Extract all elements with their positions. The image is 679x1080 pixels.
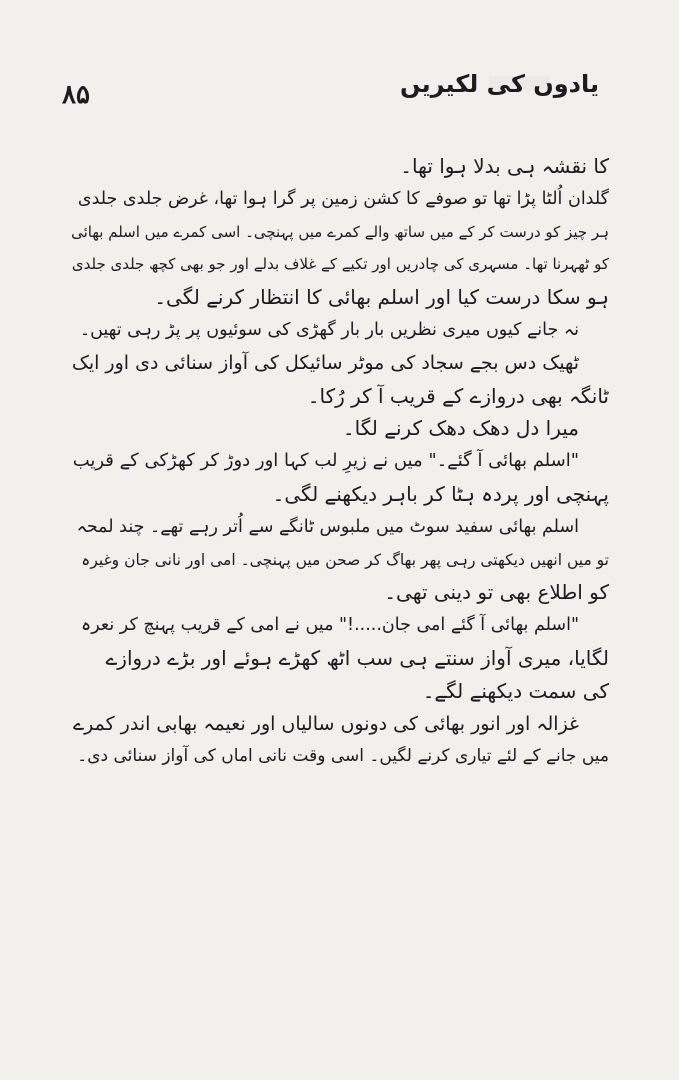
text-line: اسلم بھائی سفید سوٹ میں ملبوس ٹانگے سے اُتر رہے تھے۔ چند لمحہ xyxy=(76,516,579,537)
text-line: ہو سکا درست کیا اور اسلم بھائی کا انتظار کرنے لگی۔ xyxy=(154,285,609,310)
text-line: کو ٹھہرنا تھا۔ مسہری کی چادریں اور تکیے کے غلاف بدلے اور جو بھی کچھ جلدی جلدی xyxy=(71,255,609,274)
text-line: "اسلم بھائی آ گئے۔" میں نے زیرِ لب کہا اور دوڑ کر کھڑکی کے قریب xyxy=(72,450,579,472)
text-line: کی سمت دیکھنے لگے۔ xyxy=(422,678,609,703)
text-line: "اسلم بھائی آ گئے امی جان.....!" میں نے امی کے قریب پہنچ کر نعرہ xyxy=(81,615,579,636)
text-line: ٹانگہ بھی دروازے کے قریب آ کر رُکا۔ xyxy=(307,383,609,408)
running-header-title: یادوں کی لکیریں xyxy=(400,70,599,98)
text-line: کا نقشہ ہی بدلا ہوا تھا۔ xyxy=(400,154,609,178)
text-line: پہنچی اور پردہ ہٹا کر باہر دیکھنے لگی۔ xyxy=(272,481,609,506)
body-text xyxy=(70,150,609,773)
page-number: ۸۵ xyxy=(62,80,90,110)
text-line: ہر چیز کو درست کر کے میں ساتھ والے کمرے میں پہنچی۔ اسی کمرے میں اسلم بھائی xyxy=(71,222,609,241)
text-line: کو اطلاع بھی تو دینی تھی۔ xyxy=(384,580,609,605)
text-line: ٹھیک دس بجے سجاد کی موٹر سائیکل کی آواز سنائی دی اور ایک xyxy=(71,351,579,374)
text-line: میں جانے کے لئے تیاری کرنے لگیں۔ اسی وقت نانی اماں کی آواز سنائی دی۔ xyxy=(77,746,609,767)
text-line: لگایا، میری آواز سنتے ہی سب اٹھ کھڑے ہوئے اور بڑے دروازے xyxy=(105,645,609,670)
text-line: نہ جانے کیوں میری نظریں بار بار گھڑی کی سوئیوں پر پڑ رہی تھیں۔ xyxy=(79,319,579,340)
text-line: تو میں انھیں دیکھتی رہی پھر بھاگ کر صحن میں پہنچی۔ امی اور نانی جان وغیرہ xyxy=(81,550,609,569)
text-line: غزالہ اور انور بھائی کی دونوں سالیاں اور نعیمہ بھابی اندر کمرے xyxy=(72,712,579,735)
text-line: گلدان اُلٹا پڑا تھا تو صوفے کا کشن زمین پر گرا ہوا تھا، غرض جلدی جلدی xyxy=(77,188,609,209)
text-line: میرا دل دھک دھک کرنے لگا۔ xyxy=(342,416,579,441)
